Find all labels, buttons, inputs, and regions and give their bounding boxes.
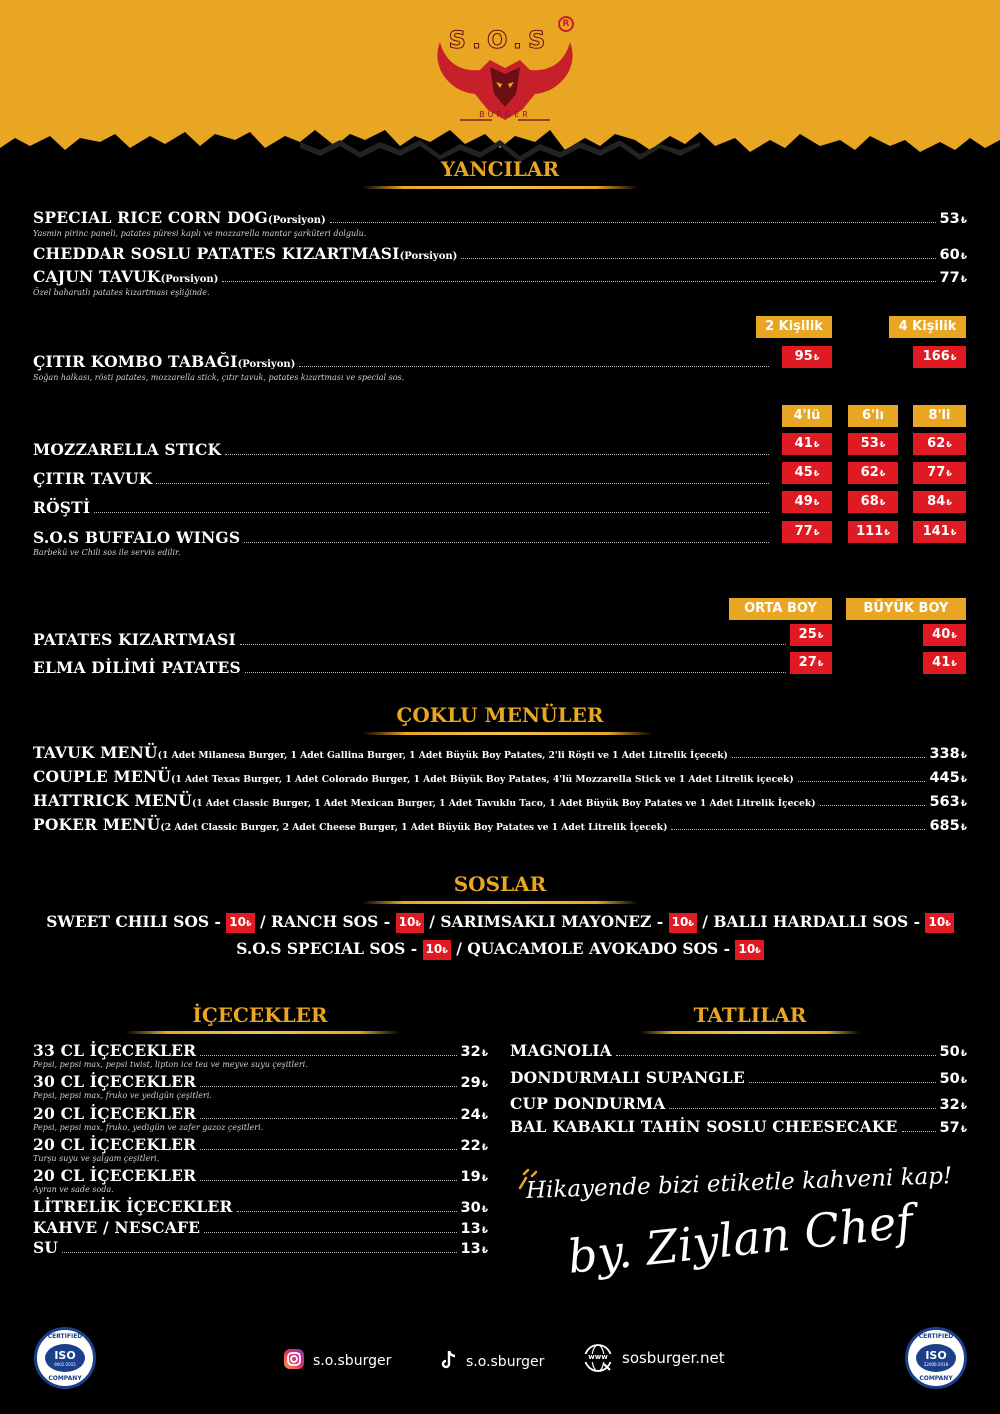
currency-symbol: ₺ (884, 528, 890, 537)
kombo-price-4: 166₺ (913, 346, 966, 368)
currency-symbol: ₺ (481, 1049, 488, 1059)
item-name: BAL KABAKLI TAHİN SOSLU CHEESECAKE (510, 1117, 898, 1136)
leader-dots (62, 1252, 456, 1253)
item-desc: Pepsi, pepsi max, fruko, yedigün ve zafer gazoz çeşitleri. (33, 1123, 264, 1132)
item-desc: Turşu suyu ve şalgam çeşitleri. (33, 1154, 160, 1163)
adet-header-4: 4'lü (782, 405, 832, 427)
item-name: PATATES KIZARTMASI (33, 630, 236, 649)
currency-symbol: ₺ (813, 528, 820, 537)
item-name: ELMA DİLİMİ PATATES (33, 658, 241, 677)
item-name: SPECIAL RICE CORN DOG(Porsiyon) (33, 208, 326, 227)
item-name: 20 CL İÇECEKLER (33, 1166, 197, 1185)
item-name: MOZZARELLA STICK (33, 440, 222, 459)
title-underline (362, 186, 638, 189)
brand-name: S.O.S (448, 26, 552, 54)
price-value: 338 (929, 746, 960, 762)
menu-row (510, 1117, 967, 1136)
price-value: 30 (460, 1200, 481, 1216)
item-price (461, 1138, 488, 1154)
item-name: 20 CL İÇECEKLER (33, 1104, 197, 1123)
item-name: COUPLE MENÜ(1 Adet Texas Burger, 1 Adet Colorado Burger, 1 Adet Büyük Boy Patates, 4'lü Mozzarella Stick ve 1 Adet Litrelik içecek) (33, 767, 794, 786)
price-value: 13 (460, 1221, 481, 1237)
menu-row (510, 1068, 967, 1087)
price-badge (848, 433, 898, 455)
sauce-price-badge: 10₺ (396, 913, 424, 933)
leader-dots (225, 454, 769, 455)
price-value: 62 (927, 436, 946, 451)
leader-dots (669, 1108, 935, 1109)
price-badge (790, 652, 832, 674)
currency-symbol: ₺ (813, 440, 820, 449)
price-value: 141 (922, 524, 950, 539)
item-price (461, 1221, 488, 1237)
menu-row (33, 815, 967, 834)
tiktok-link[interactable]: s.o.sburger (440, 1350, 544, 1374)
item-name: TAVUK MENÜ(1 Adet Milanesa Burger, 1 Adet Gallina Burger, 1 Adet Büyük Boy Patates, 2'li Röşti ve 1 Adet Litrelik İçecek) (33, 743, 728, 762)
title-underline (362, 732, 652, 735)
item-name: S.O.S BUFFALO WINGS (33, 528, 241, 547)
title-underline (640, 1031, 860, 1034)
currency-symbol: ₺ (817, 631, 824, 640)
item-price (461, 1044, 488, 1060)
currency-symbol: ₺ (960, 275, 967, 285)
item-price (940, 1097, 967, 1113)
price-value: 27 (798, 655, 817, 670)
section-title-icecekler: İÇECEKLER (192, 1003, 328, 1027)
item-name: CAJUN TAVUK(Porsiyon) (33, 267, 219, 286)
section-title-coklu: ÇOKLU MENÜLER (396, 703, 604, 727)
price-value: 24 (460, 1107, 481, 1123)
item-price (940, 270, 967, 286)
currency-symbol: ₺ (946, 440, 952, 449)
price-value: 40 (932, 627, 951, 642)
menu-row (33, 469, 773, 488)
tiktok-icon (440, 1350, 458, 1374)
sauce-name: S.O.S SPECIAL SOS - (236, 939, 423, 958)
menu-row (33, 208, 967, 227)
price-value: 685 (929, 818, 960, 834)
price-value: 19 (460, 1169, 481, 1185)
price-value: 41 (932, 655, 951, 670)
wings-desc: Barbekü ve Chili sos ile servis edilir. (33, 548, 181, 557)
sauce-name: / QUACAMOLE AVOKADO SOS - (450, 939, 736, 958)
currency-symbol: ₺ (960, 1102, 967, 1112)
price-value: 77 (794, 524, 813, 539)
boy-header-buyuk: BÜYÜK BOY (846, 598, 966, 620)
sauce-line-2 (0, 939, 1000, 960)
item-desc: Ayran ve sade soda. (33, 1185, 114, 1194)
item-price (461, 1075, 488, 1091)
leader-dots (156, 483, 769, 484)
price-value: 445 (929, 770, 960, 786)
price-value: 41 (794, 436, 813, 451)
currency-symbol: ₺ (813, 469, 820, 478)
item-name: DONDURMALI SUPANGLE (510, 1068, 745, 1087)
item-name: RÖŞTİ (33, 498, 91, 517)
price-value: 57 (939, 1120, 960, 1136)
menu-row (33, 1072, 488, 1091)
currency-symbol: ₺ (951, 631, 957, 640)
price-value: 111 (856, 524, 884, 539)
price-value: 84 (927, 494, 946, 509)
item-name: POKER MENÜ(2 Adet Classic Burger, 2 Adet Cheese Burger, 1 Adet Büyük Boy Patates ve 1 Adet Litrelik İçecek) (33, 815, 668, 834)
item-price (461, 1200, 488, 1216)
currency-symbol: ₺ (960, 775, 967, 785)
item-price (940, 1044, 967, 1060)
currency-symbol: ₺ (960, 823, 967, 833)
sauce-price-badge: 10₺ (925, 913, 953, 933)
globe-www-icon: www (582, 1342, 614, 1374)
item-name: KAHVE / NESCAFE (33, 1218, 201, 1237)
header-banner (0, 0, 1000, 170)
menu-row (33, 1041, 488, 1060)
menu-row (510, 1041, 967, 1060)
item-name: LİTRELİK İÇECEKLER (33, 1197, 233, 1216)
section-title-yancilar: YANCILAR (440, 157, 560, 181)
kombo-header-4: 4 Kişilik (889, 316, 966, 338)
currency-symbol: ₺ (960, 799, 967, 809)
sos-burger-logo (430, 12, 580, 130)
kombo-desc: Soğan halkası, rösti patates, mozzarella stick, çıtır tavuk, patates kızartması ve special sos. (33, 373, 405, 382)
item-desc: Özel baharatlı patates kızartması eşliğinde. (33, 288, 210, 297)
sauce-price-badge: 10₺ (226, 913, 254, 933)
leader-dots (200, 1180, 456, 1181)
price-value: 60 (939, 247, 960, 263)
price-badge (913, 491, 966, 513)
price-value: 53 (860, 436, 879, 451)
item-price (929, 818, 967, 834)
item-price (461, 1241, 488, 1257)
price-badge (782, 462, 832, 484)
price-value: 22 (460, 1138, 481, 1154)
item-price (929, 794, 967, 810)
item-price (461, 1107, 488, 1123)
currency-symbol: ₺ (481, 1174, 488, 1184)
item-price (940, 1071, 967, 1087)
adet-header-6: 6'lı (848, 405, 898, 427)
sauce-price-badge: 10₺ (735, 940, 763, 960)
price-badge (923, 652, 966, 674)
iso-badge-right: CERTIFIED ISO 22000:2018 COMPANY (905, 1327, 967, 1389)
currency-symbol: ₺ (481, 1226, 488, 1236)
menu-row (33, 528, 773, 547)
kombo-name: ÇITIR KOMBO TABAĞI(Porsiyon) (33, 352, 296, 371)
item-desc: Yasmin pirinc paneli, patates püresi kaplı ve mozzarella mantar şarküteri dolgulu. (33, 229, 367, 238)
menu-row (33, 440, 773, 459)
sauce-line-1 (0, 912, 1000, 933)
item-name: 20 CL İÇECEKLER (33, 1135, 197, 1154)
section-title-soslar: SOSLAR (453, 872, 547, 896)
price-value: 77 (927, 465, 946, 480)
price-value: 563 (929, 794, 960, 810)
leader-dots (200, 1086, 456, 1087)
menu-row (33, 1104, 488, 1123)
price-badge (923, 624, 966, 646)
currency-symbol: ₺ (879, 440, 886, 449)
registered-mark: R (558, 16, 574, 32)
leader-dots (237, 1211, 457, 1212)
item-desc: Pepsi, pepsi max, fruko ve yedigün çeşitleri. (33, 1091, 212, 1100)
price-value: 32 (460, 1044, 481, 1060)
item-price (940, 247, 967, 263)
item-name: ÇITIR TAVUK (33, 469, 153, 488)
leader-dots (330, 222, 936, 223)
sauce-name: SWEET CHILI SOS - (46, 912, 227, 931)
adet-header-8: 8'li (913, 405, 966, 427)
currency-symbol: ₺ (960, 216, 967, 226)
menu-row (33, 743, 967, 762)
menu-row (33, 1238, 488, 1257)
price-badge (913, 433, 966, 455)
leader-dots (616, 1055, 936, 1056)
leader-dots (200, 1055, 456, 1056)
slogan-chef: by. Ziylan Chef (565, 1193, 916, 1284)
leader-dots (222, 281, 935, 282)
currency-symbol: ₺ (950, 528, 957, 537)
currency-symbol: ₺ (960, 1125, 967, 1135)
price-value: 50 (939, 1044, 960, 1060)
price-value: 49 (794, 494, 813, 509)
price-value: 50 (939, 1071, 960, 1087)
iso-badge-left: CERTIFIED ISO 9001:2015 COMPANY (34, 1327, 96, 1389)
currency-symbol: ₺ (481, 1112, 488, 1122)
leader-dots (461, 258, 935, 259)
price-value: 53 (939, 211, 960, 227)
price-value: 77 (939, 270, 960, 286)
currency-symbol: ₺ (481, 1143, 488, 1153)
kombo-row (33, 352, 773, 371)
menu-row (33, 267, 967, 286)
leader-dots (902, 1131, 936, 1132)
menu-row (33, 1166, 488, 1185)
price-badge (848, 462, 898, 484)
currency-symbol: ₺ (817, 659, 824, 668)
leader-dots (244, 542, 769, 543)
item-price (940, 211, 967, 227)
price-badge (790, 624, 832, 646)
currency-symbol: ₺ (960, 751, 967, 761)
price-badge (848, 491, 898, 513)
menu-row (33, 1218, 488, 1237)
price-value: 45 (794, 465, 813, 480)
price-value: 32 (939, 1097, 960, 1113)
item-price (461, 1169, 488, 1185)
title-underline (125, 1031, 400, 1034)
title-underline (362, 901, 638, 904)
kombo-header-2: 2 Kişilik (756, 316, 832, 338)
leader-dots (245, 672, 786, 673)
item-name: CHEDDAR SOSLU PATATES KIZARTMASI(Porsiyon) (33, 244, 458, 263)
sauce-name: / RANCH SOS - (254, 912, 396, 931)
price-badge (913, 462, 966, 484)
price-value: 25 (798, 627, 817, 642)
leader-dots (299, 366, 769, 367)
leader-dots (798, 781, 926, 782)
currency-symbol: ₺ (946, 498, 952, 507)
menu-row (510, 1094, 967, 1113)
menu-row (33, 244, 967, 263)
price-value: 68 (860, 494, 879, 509)
sauce-price-badge: 10₺ (423, 940, 451, 960)
menu-row (33, 630, 790, 649)
currency-symbol: ₺ (951, 659, 957, 668)
kombo-price-2: 95₺ (782, 346, 832, 368)
section-title-tatlilar: TATLILAR (693, 1003, 807, 1027)
leader-dots (749, 1082, 936, 1083)
price-badge (782, 491, 832, 513)
currency-symbol: ₺ (960, 1049, 967, 1059)
item-name: SU (33, 1238, 59, 1257)
currency-symbol: ₺ (481, 1080, 488, 1090)
item-name: MAGNOLIA (510, 1041, 612, 1060)
item-name: 33 CL İÇECEKLER (33, 1041, 197, 1060)
boy-header-orta: ORTA BOY (729, 598, 832, 620)
currency-symbol: ₺ (481, 1246, 488, 1256)
item-price (929, 770, 967, 786)
price-badge (913, 521, 966, 543)
price-value: 13 (460, 1241, 481, 1257)
price-value: 29 (460, 1075, 481, 1091)
currency-symbol: ₺ (879, 469, 886, 478)
menu-row (33, 498, 773, 517)
price-value: 62 (860, 465, 879, 480)
currency-symbol: ₺ (946, 469, 952, 478)
price-badge (782, 433, 832, 455)
menu-row (33, 791, 967, 810)
price-badge (782, 521, 832, 543)
leader-dots (204, 1232, 456, 1233)
currency-symbol: ₺ (879, 498, 886, 507)
leader-dots (200, 1118, 456, 1119)
item-price (940, 1120, 967, 1136)
currency-symbol: ₺ (960, 252, 967, 262)
menu-row (33, 658, 790, 677)
currency-symbol: ₺ (813, 498, 820, 507)
slogan-hashtag: Hikayende bizi etiketle kahveni kap! (525, 1163, 953, 1204)
menu-row (33, 1135, 488, 1154)
leader-dots (94, 512, 769, 513)
currency-symbol: ₺ (960, 1076, 967, 1086)
item-name: HATTRICK MENÜ(1 Adet Classic Burger, 1 Adet Mexican Burger, 1 Adet Tavuklu Taco, 1 Adet Büyük Boy Patates ve 1 Adet Litrelik İçecek) (33, 791, 816, 810)
menu-row (33, 1197, 488, 1216)
currency-symbol: ₺ (481, 1205, 488, 1215)
website-link[interactable]: www sosburger.net (582, 1342, 725, 1374)
item-name: 30 CL İÇECEKLER (33, 1072, 197, 1091)
menu-row (33, 767, 967, 786)
leader-dots (732, 757, 926, 758)
item-name: CUP DONDURMA (510, 1094, 666, 1113)
brand-sub: BURGER (479, 110, 531, 119)
item-price (929, 746, 967, 762)
sauce-name: / SARIMSAKLI MAYONEZ - (423, 912, 669, 931)
leader-dots (671, 829, 925, 830)
instagram-link[interactable]: s.o.sburger (283, 1348, 391, 1374)
item-desc: Pepsi, pepsi max, pepsi twist, lipton ice tea ve meyve suyu çeşitleri. (33, 1060, 308, 1069)
sauce-price-badge: 10₺ (669, 913, 697, 933)
leader-dots (240, 644, 786, 645)
sauce-name: / BALLI HARDALLI SOS - (696, 912, 926, 931)
leader-dots (200, 1149, 456, 1150)
leader-dots (820, 805, 926, 806)
price-badge (848, 521, 898, 543)
instagram-icon (283, 1348, 305, 1374)
